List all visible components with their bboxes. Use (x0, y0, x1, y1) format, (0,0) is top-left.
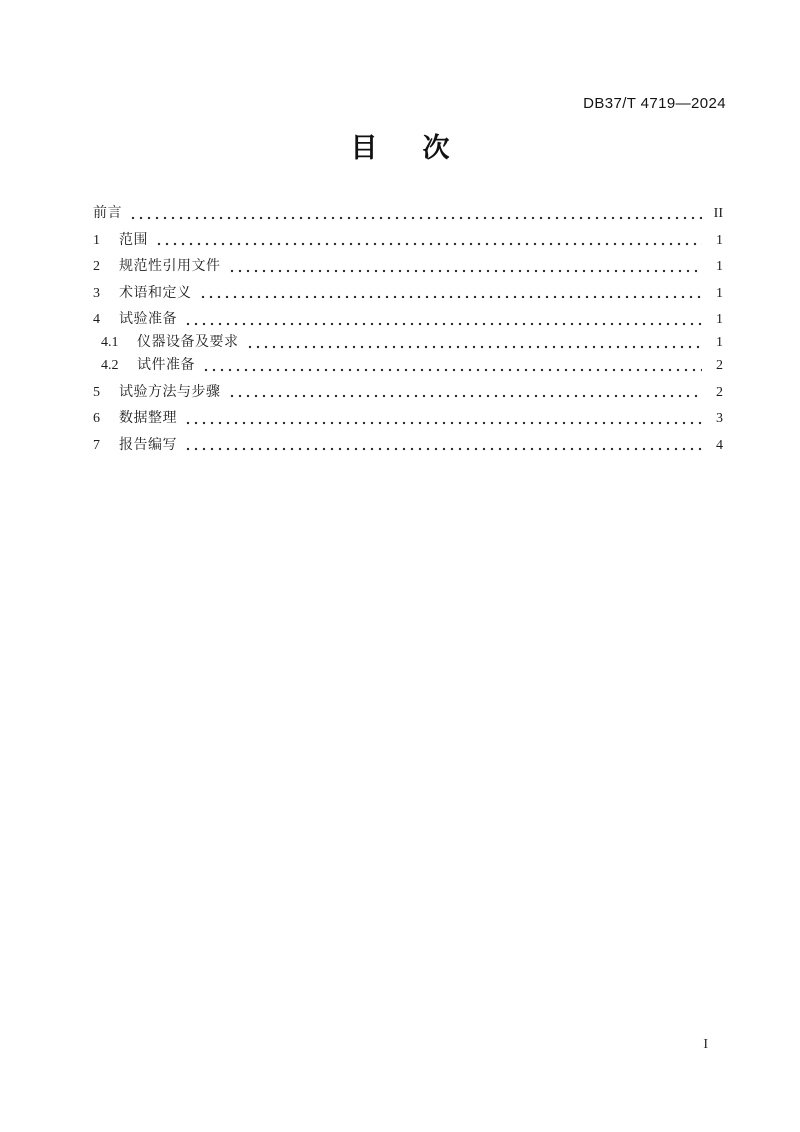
toc-entry-number: 4.1 (101, 335, 119, 350)
toc-title (0, 134, 800, 162)
toc-entry-page: 1 (716, 285, 723, 301)
standard-code-header: DB37/T 4719—2024 (583, 95, 726, 112)
toc-entry-page: 2 (716, 358, 723, 373)
toc-entry-scope (93, 223, 723, 250)
toc-entry-page: 1 (716, 259, 723, 274)
toc-entry-number: 4.2 (101, 358, 119, 373)
dot-leader (184, 321, 702, 327)
dot-leader (228, 393, 703, 399)
toc-entry-number: 1 (93, 232, 100, 248)
toc-entry-label: 数据整理 (119, 411, 177, 426)
dot-leader (246, 344, 703, 350)
toc-entry-specimen-preparation (93, 352, 723, 375)
toc-title-char-left: 目 (350, 133, 378, 163)
toc-entry-number: 6 (93, 411, 100, 426)
toc-entry-page: 1 (716, 232, 723, 248)
toc-entry-instruments-requirements (93, 329, 723, 352)
toc-entry-page: 1 (716, 312, 723, 327)
toc-entry-number: 2 (93, 259, 100, 274)
toc-entry-label: 术语和定义 (119, 285, 192, 301)
toc-entry-page: 3 (716, 411, 723, 426)
dot-leader (184, 420, 702, 426)
toc-entry-page: 2 (716, 384, 723, 400)
toc-list (93, 196, 723, 454)
footer-page-number: I (703, 1037, 708, 1052)
toc-entry-page: II (713, 206, 723, 221)
dot-leader (202, 367, 702, 373)
toc-entry-label: 范围 (119, 232, 148, 248)
dot-leader (129, 215, 702, 221)
toc-entry-label: 规范性引用文件 (119, 259, 221, 274)
toc-entry-terms-definitions (93, 276, 723, 303)
dot-leader (199, 294, 703, 300)
dot-leader (228, 268, 703, 274)
toc-entry-label: 试件准备 (137, 358, 195, 373)
toc-entry-label: 仪器设备及要求 (137, 335, 239, 350)
toc-entry-foreword (93, 196, 723, 223)
toc-entry-page: 1 (716, 335, 723, 350)
toc-entry-number: 3 (93, 285, 100, 301)
toc-entry-normative-references (93, 249, 723, 276)
toc-entry-page: 4 (716, 437, 723, 453)
toc-title-char-right: 次 (422, 133, 450, 163)
toc-entry-report-writing (93, 428, 723, 455)
toc-entry-label: 试验方法与步骤 (119, 384, 221, 400)
toc-entry-test-method-steps (93, 375, 723, 402)
toc-entry-number: 4 (93, 312, 100, 327)
toc-entry-data-processing (93, 401, 723, 428)
dot-leader (184, 446, 702, 452)
toc-entry-test-preparation (93, 302, 723, 329)
toc-entry-label: 前言 (93, 206, 122, 221)
toc-entry-label: 试验准备 (119, 312, 177, 327)
dot-leader (155, 241, 702, 247)
toc-entry-label: 报告编写 (119, 437, 177, 453)
toc-entry-number: 5 (93, 384, 100, 400)
toc-entry-number: 7 (93, 437, 100, 453)
